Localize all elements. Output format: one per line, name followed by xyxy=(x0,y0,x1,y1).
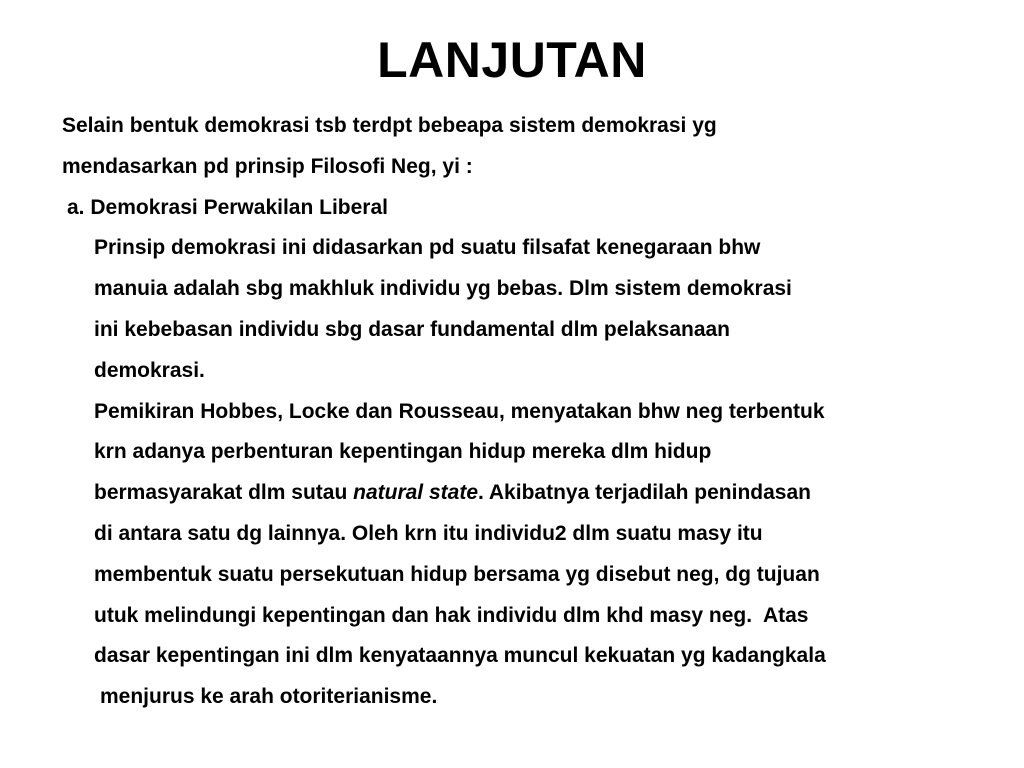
paragraph2-line: menjurus ke arah otoriterianisme. xyxy=(100,685,438,709)
paragraph2-text: . Akibatnya terjadilah penindasan xyxy=(478,481,811,505)
paragraph2-line: membentuk suatu persekutuan hidup bersama yg disebut neg, dg tujuan xyxy=(94,562,820,586)
paragraph2-text: bermasyarakat dlm sutau xyxy=(94,481,354,505)
paragraph2-line: di antara satu dg lainnya. Oleh krn itu individu2 dlm suatu masy itu xyxy=(94,521,763,545)
natural-state-italic: natural state xyxy=(353,481,478,505)
paragraph1-line: demokrasi. xyxy=(94,358,205,382)
item-a-heading: a. Demokrasi Perwakilan Liberal xyxy=(67,195,388,219)
paragraph2-line: utuk melindungi kepentingan dan hak individu dlm khd masy neg. Atas xyxy=(94,603,809,627)
slide-body xyxy=(62,106,982,718)
paragraph1-line: manuia adalah sbg makhluk individu yg bebas. Dlm sistem demokrasi xyxy=(94,277,792,301)
paragraph1-line: Prinsip demokrasi ini didasarkan pd suatu filsafat kenegaraan bhw xyxy=(94,236,761,260)
paragraph2-line: krn adanya perbenturan kepentingan hidup mereka dlm hidup xyxy=(94,440,712,464)
slide-title: LANJUTAN xyxy=(377,32,647,88)
paragraph1-line: ini kebebasan individu sbg dasar fundamental dlm pelaksanaan xyxy=(94,317,731,341)
intro-line: Selain bentuk demokrasi tsb terdpt bebeapa sistem demokrasi yg xyxy=(62,114,717,137)
paragraph2-line: dasar kepentingan ini dlm kenyataannya muncul kekuatan yg kadangkala xyxy=(94,644,826,668)
intro-line: mendasarkan pd prinsip Filosofi Neg, yi : xyxy=(62,154,473,178)
paragraph2-line xyxy=(62,473,982,514)
paragraph2-line: Pemikiran Hobbes, Locke dan Rousseau, menyatakan bhw neg terbentuk xyxy=(94,399,825,423)
